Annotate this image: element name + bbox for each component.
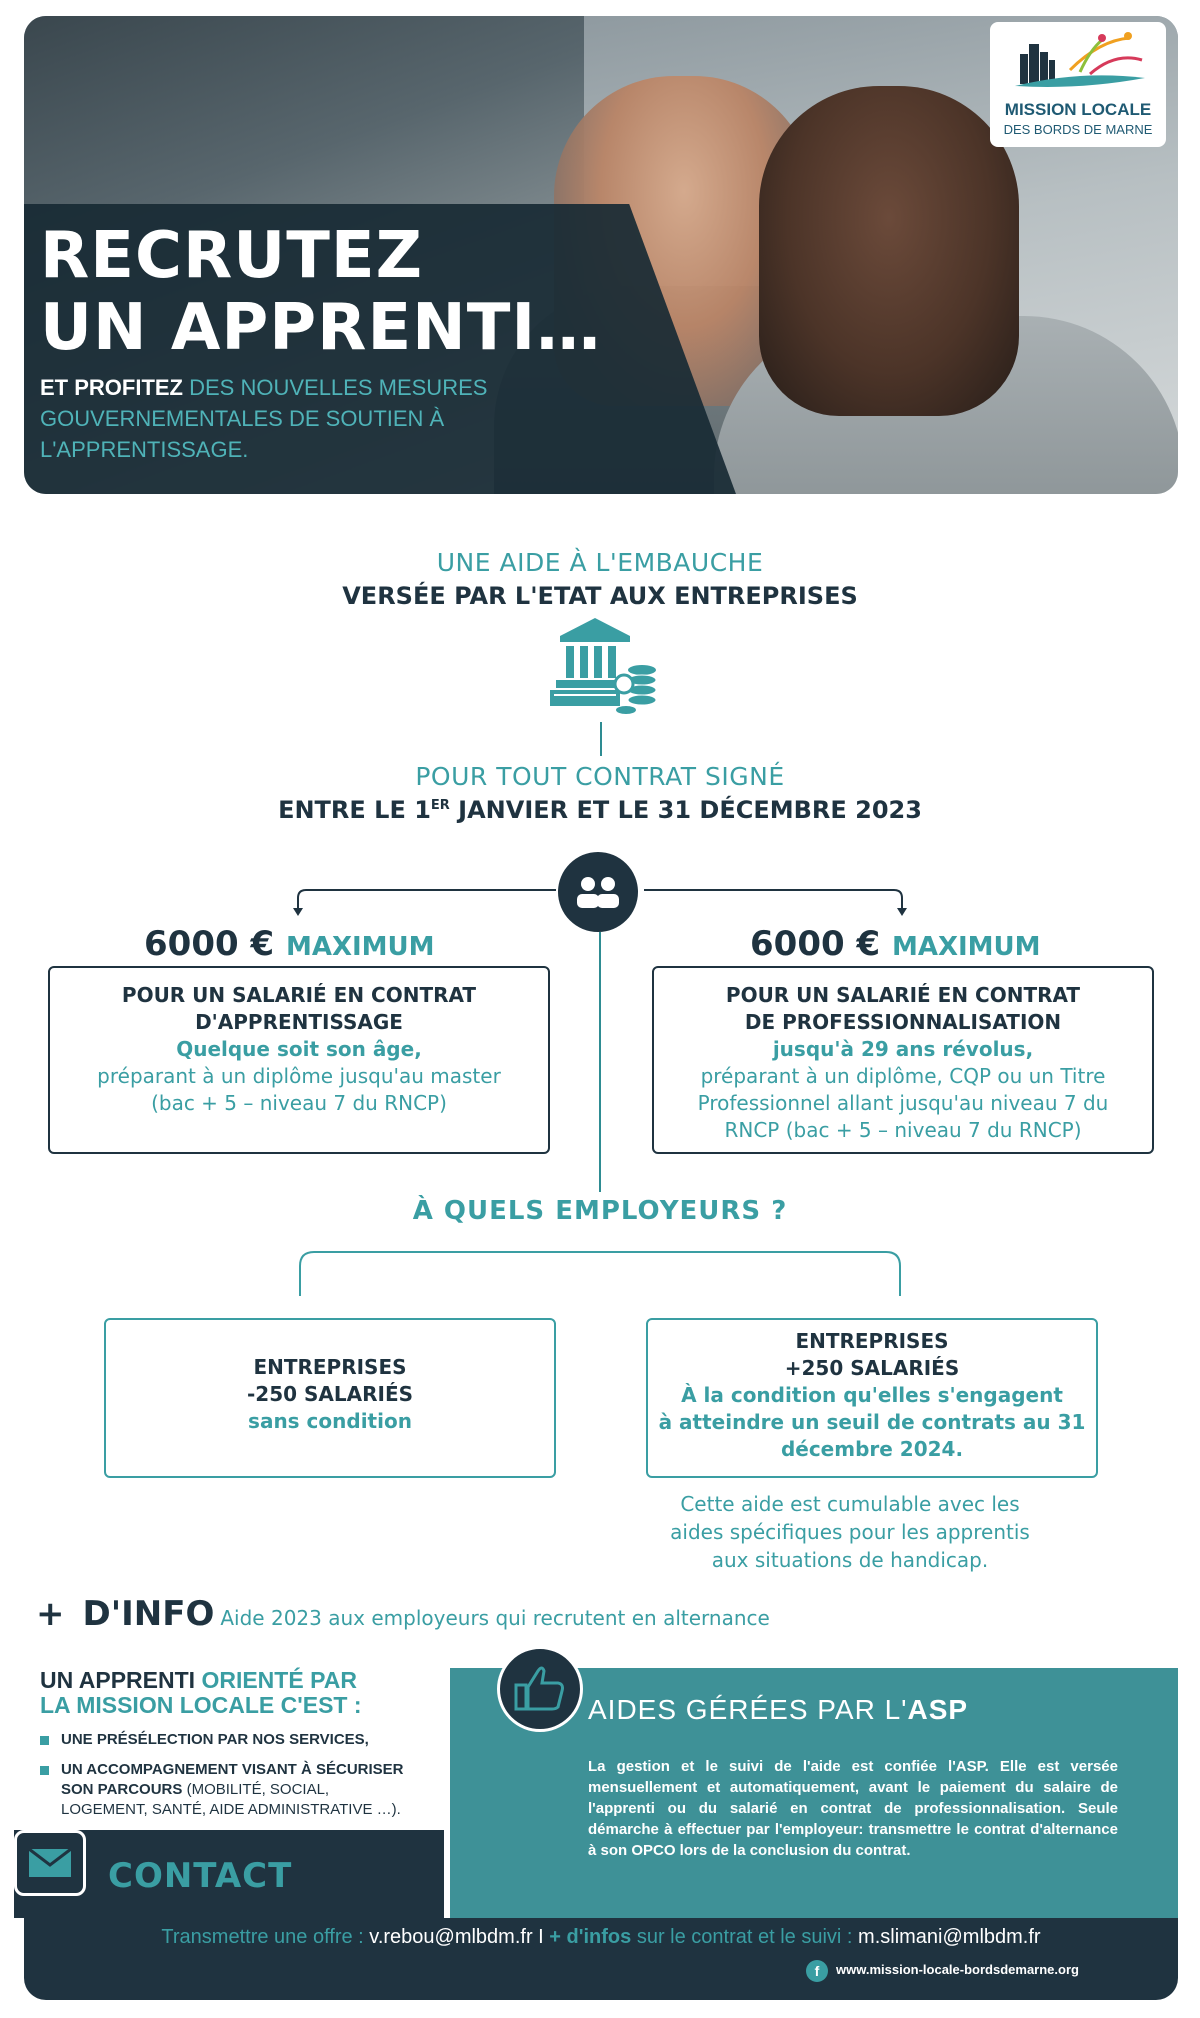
asp-title-text: AIDES GÉRÉES PAR L' <box>588 1694 908 1725</box>
bank-coins-icon <box>540 614 665 719</box>
hero-photo-person-apprentice <box>759 86 1019 416</box>
footer-offer-label: Transmettre une offre : <box>161 1926 370 1948</box>
employers-heading: À QUELS EMPLOYEURS ? <box>412 1196 788 1226</box>
contract-heading: POUR TOUT CONTRAT SIGNÉ <box>415 762 785 791</box>
professionalisation-box-detail-2: Professionnel allant jusqu'au niveau 7 du <box>697 1091 1109 1115</box>
professionalisation-box-text <box>654 968 1152 1144</box>
footer-offer-email[interactable]: v.rebou@mlbdm.fr <box>369 1926 533 1948</box>
footer-website[interactable]: www.mission-locale-bordsdemarne.org <box>836 1962 1079 1977</box>
logo-subtitle: DES BORDS DE MARNE <box>1003 122 1153 137</box>
employer-small-box <box>104 1318 556 1478</box>
employer-large-box <box>646 1318 1098 1478</box>
bullet-square <box>40 1736 49 1745</box>
apprentice-bullet-2-line1: UN ACCOMPAGNEMENT VISANT À SÉCURISER <box>61 1761 404 1778</box>
apprenticeship-box-title-2: D'APPRENTISSAGE <box>195 1010 403 1034</box>
employer-small-condition: sans condition <box>248 1409 412 1433</box>
apprentice-bullet-2-rest-b: LOGEMENT, SANTÉ, AIDE ADMINISTRATIVE …). <box>61 1801 401 1818</box>
employer-large-condition-2: à atteindre un seuil de contrats au 31 <box>658 1410 1086 1434</box>
footer-info-label: sur le contrat et le suivi : <box>631 1926 859 1948</box>
contact-label: CONTACT <box>108 1856 293 1896</box>
people-icon <box>558 852 638 932</box>
mail-icon <box>14 1830 86 1896</box>
right-amount <box>750 924 1041 964</box>
aid-heading: UNE AIDE À L'EMBAUCHE <box>436 548 764 577</box>
connector-line <box>600 722 602 756</box>
contract-period <box>0 796 1200 824</box>
right-amount-label: MAXIMUM <box>891 932 1041 962</box>
apprentice-bullet-2-rest-a: (MOBILITÉ, SOCIAL, <box>182 1781 330 1798</box>
apprentice-bullet-2 <box>40 1760 404 1820</box>
apprentice-bullet-2-bold: SON PARCOURS <box>61 1781 183 1798</box>
logo-name: MISSION LOCALE <box>1004 100 1152 119</box>
apprentice-title-b: ORIENTÉ PAR <box>201 1667 357 1693</box>
center-connector-line <box>599 932 601 1192</box>
apprentice-bullet-1 <box>40 1730 369 1750</box>
professionalisation-box-detail-1: préparant à un diplôme, CQP ou un Titre <box>700 1064 1106 1088</box>
professionalisation-box-detail-3: RNCP (bac + 5 – niveau 7 du RNCP) <box>724 1118 1082 1142</box>
contract-period-superscript: ER <box>430 798 450 813</box>
thumbs-up-icon <box>497 1646 583 1732</box>
footer-separator: I <box>532 1926 550 1948</box>
professionalisation-box <box>652 966 1154 1154</box>
apprentice-title <box>40 1668 362 1718</box>
apprentice-title-c: LA MISSION LOCALE C'EST : <box>40 1692 362 1718</box>
bullet-square <box>40 1766 49 1775</box>
more-info-text: Aide 2023 aux employeurs qui recrutent en alternance <box>220 1606 770 1630</box>
apprenticeship-box-age: Quelque soit son âge, <box>176 1037 422 1061</box>
contract-period-end: JANVIER ET LE 31 DÉCEMBRE 2023 <box>449 796 922 824</box>
asp-title <box>588 1694 968 1726</box>
employers-bracket <box>290 1246 910 1298</box>
employer-large-condition-1: À la condition qu'elles s'engagent <box>681 1383 1063 1407</box>
professionalisation-box-title-2: DE PROFESSIONNALISATION <box>744 1010 1062 1034</box>
apprenticeship-box-detail-1: préparant à un diplôme jusqu'au master <box>97 1064 501 1088</box>
people-icon-glyph <box>558 852 638 932</box>
employer-large-title-2: +250 SALARIÉS <box>784 1356 960 1380</box>
hero-title-line1: RECRUTEZ <box>40 219 423 293</box>
employer-small-box-text <box>106 1320 554 1435</box>
more-info-title: D'INFO <box>82 1594 215 1634</box>
employer-large-box-text <box>648 1320 1096 1463</box>
footer-info-plus: + d'infos <box>549 1926 632 1948</box>
hero-subtitle-bold: ET PROFITEZ <box>40 375 183 400</box>
apprenticeship-box-detail-2: (bac + 5 – niveau 7 du RNCP) <box>151 1091 447 1115</box>
mail-icon-glyph <box>17 1833 83 1893</box>
left-amount-label: MAXIMUM <box>285 932 435 962</box>
contract-period-start: ENTRE LE 1 <box>278 796 431 824</box>
apprentice-title-a: UN APPRENTI <box>40 1667 202 1693</box>
hero-title <box>40 220 601 364</box>
logo-icon <box>1010 30 1150 92</box>
professionalisation-box-age: jusqu'à 29 ans révolus, <box>772 1037 1034 1061</box>
footer-info-email[interactable]: m.slimani@mlbdm.fr <box>858 1926 1041 1948</box>
hero-title-line2: UN APPRENTI… <box>40 291 602 365</box>
more-info-plus: + <box>36 1594 65 1634</box>
more-info <box>36 1594 770 1634</box>
apprentice-bullet-1-text: UNE PRÉSÉLECTION PAR NOS SERVICES, <box>61 1731 369 1748</box>
right-amount-value: 6000 € <box>750 924 881 964</box>
employer-large-title-1: ENTREPRISES <box>795 1329 949 1353</box>
apprenticeship-box-title-1: POUR UN SALARIÉ EN CONTRAT <box>121 983 477 1007</box>
professionalisation-box-title-1: POUR UN SALARIÉ EN CONTRAT <box>725 983 1081 1007</box>
facebook-icon[interactable]: f <box>806 1960 828 1982</box>
employer-small-title-1: ENTREPRISES <box>253 1355 407 1379</box>
apprenticeship-box <box>48 966 550 1154</box>
employer-large-condition-3: décembre 2024. <box>780 1437 964 1461</box>
hero-subtitle-rest: DES NOUVELLES MESURES GOUVERNEMENTALES DE SOUTIEN À L'APPRENTISSAGE. <box>40 375 488 462</box>
left-amount-value: 6000 € <box>144 924 275 964</box>
footer-contact-line <box>24 1926 1178 1949</box>
apprenticeship-box-text <box>50 968 548 1117</box>
employer-small-title-2: -250 SALARIÉS <box>246 1382 414 1406</box>
asp-description: La gestion et le suivi de l'aide est confiée l'ASP. Elle est versée mensuellement et automatiquement, avant le paiement du salaire de l'apprenti ou du salarié en contrat de professionnalisation. Seule démarche à effectuer par l'employeur: transmettre le contrat d'alternance à son OPCO lors de la conclusion du contrat. <box>588 1758 1118 1859</box>
asp-title-bold: ASP <box>907 1694 969 1725</box>
left-amount <box>144 924 435 964</box>
aid-subheading: VERSÉE PAR L'ETAT AUX ENTREPRISES <box>342 582 858 610</box>
hero-subtitle <box>40 372 560 465</box>
cumulative-note: Cette aide est cumulable avec les aides spécifiques pour les apprentis aux situations de handicap. <box>670 1492 1030 1572</box>
thumbs-up-icon-glyph <box>500 1649 580 1729</box>
